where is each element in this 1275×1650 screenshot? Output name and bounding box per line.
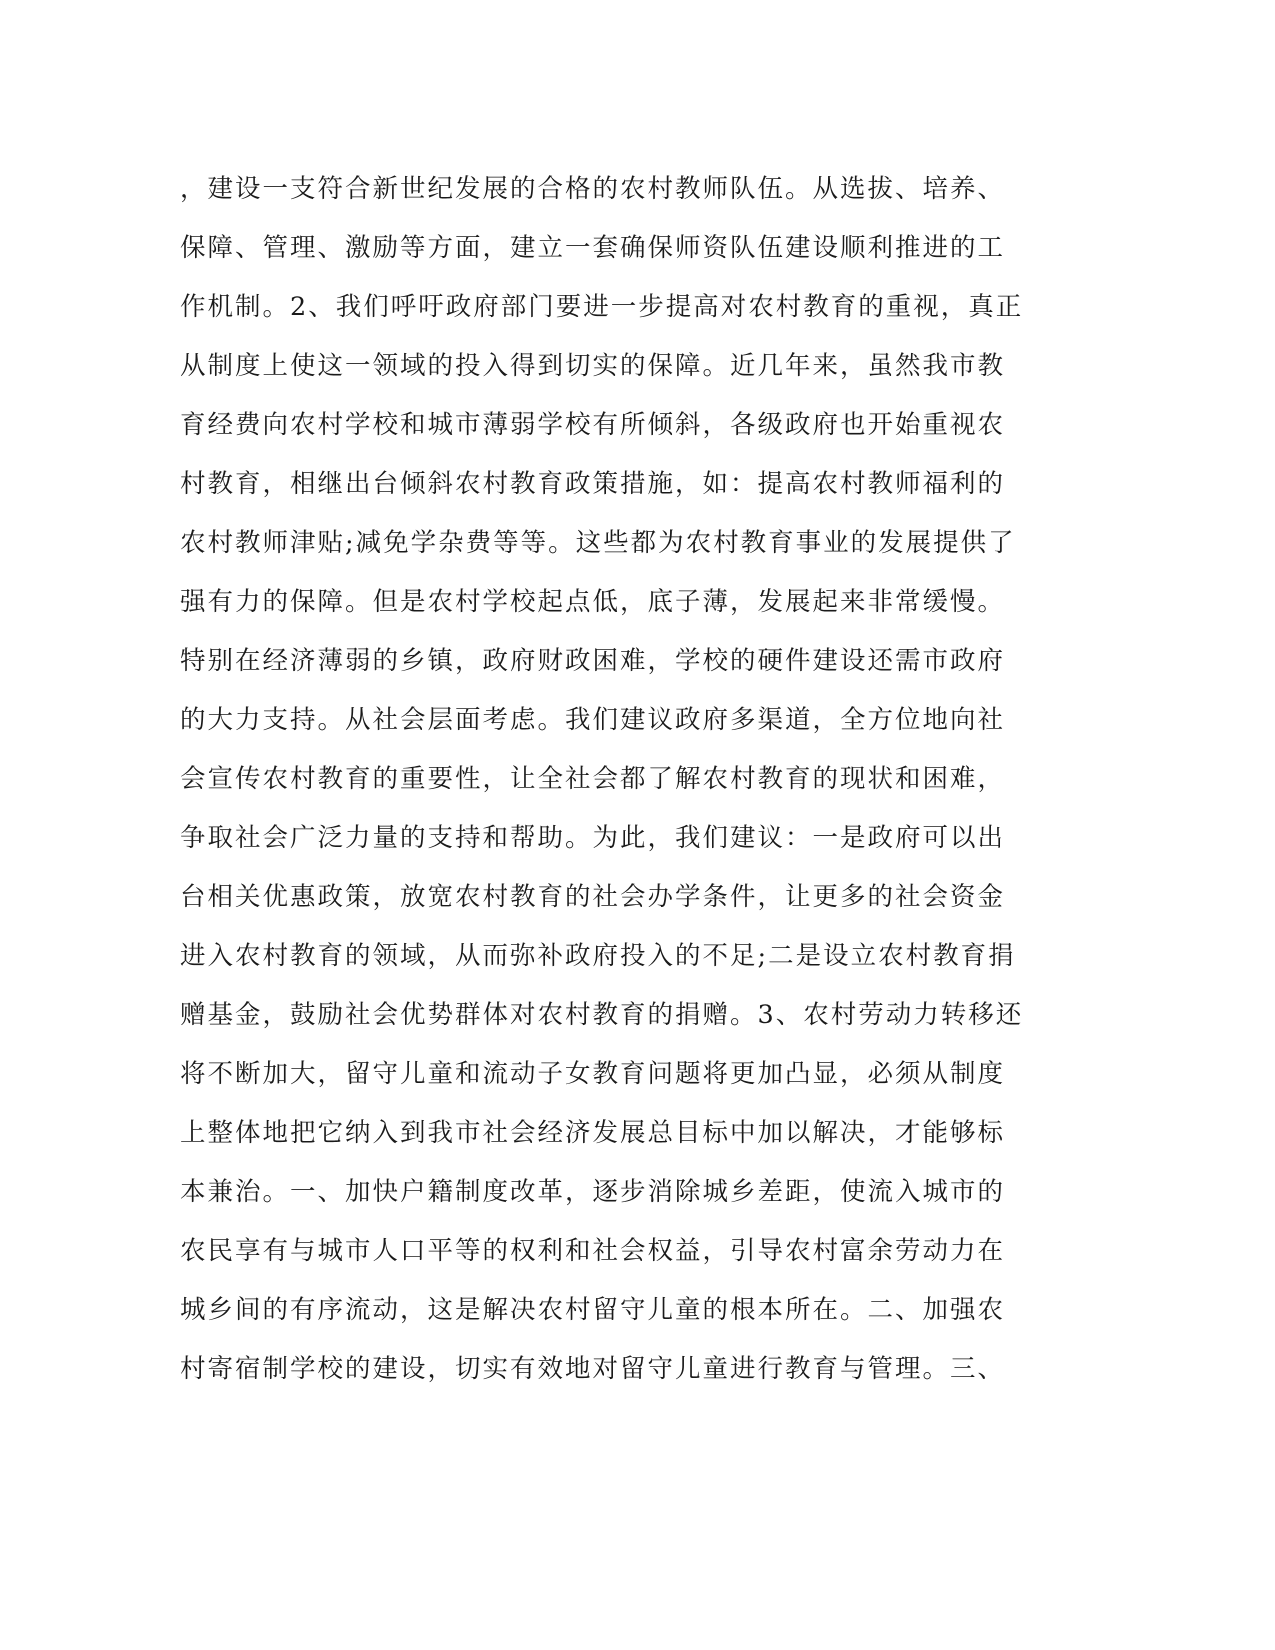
text-line: 农村教师津贴;减免学杂费等等。这些都为农村教育事业的发展提供了: [180, 528, 1016, 558]
text-line: 作机制。2、我们呼吁政府部门要进一步提高对农村教育的重视，真正: [180, 292, 1024, 322]
text-line: 台相关优惠政策，放宽农村教育的社会办学条件，让更多的社会资金: [180, 882, 1006, 912]
text-line: 农民享有与城市人口平等的权利和社会权益，引导农村富余劳动力在: [180, 1236, 1006, 1266]
text-line: 会宣传农村教育的重要性，让全社会都了解农村教育的现状和困难，: [180, 764, 1006, 794]
text-line: 争取社会广泛力量的支持和帮助。为此，我们建议：一是政府可以出: [180, 823, 1006, 853]
text-line: 强有力的保障。但是农村学校起点低，底子薄，发展起来非常缓慢。: [180, 587, 1006, 617]
text-line: 村寄宿制学校的建设，切实有效地对留守儿童进行教育与管理。三、: [180, 1354, 1006, 1384]
text-line: 的大力支持。从社会层面考虑。我们建议政府多渠道，全方位地向社: [180, 705, 1006, 735]
body-text: [180, 160, 1040, 1399]
text-line: ，建设一支符合新世纪发展的合格的农村教师队伍。从选拔、培养、: [180, 174, 1006, 204]
text-line: 保障、管理、激励等方面，建立一套确保师资队伍建设顺利推进的工: [180, 233, 1006, 263]
text-line: 从制度上使这一领域的投入得到切实的保障。近几年来，虽然我市教: [180, 351, 1006, 381]
text-line: 本兼治。一、加快户籍制度改革，逐步消除城乡差距，使流入城市的: [180, 1177, 1006, 1207]
text-line: 将不断加大，留守儿童和流动子女教育问题将更加凸显，必须从制度: [180, 1059, 1006, 1089]
text-line: 城乡间的有序流动，这是解决农村留守儿童的根本所在。二、加强农: [180, 1295, 1006, 1325]
text-line: 进入农村教育的领域，从而弥补政府投入的不足;二是设立农村教育捐: [180, 941, 1016, 971]
text-line: 特别在经济薄弱的乡镇，政府财政困难，学校的硬件建设还需市政府: [180, 646, 1006, 676]
text-line: 育经费向农村学校和城市薄弱学校有所倾斜，各级政府也开始重视农: [180, 410, 1006, 440]
text-line: 村教育，相继出台倾斜农村教育政策措施，如：提高农村教师福利的: [180, 469, 1006, 499]
text-line: 上整体地把它纳入到我市社会经济发展总目标中加以解决，才能够标: [180, 1118, 1006, 1148]
text-line: 赠基金，鼓励社会优势群体对农村教育的捐赠。3、农村劳动力转移还: [180, 1000, 1024, 1030]
